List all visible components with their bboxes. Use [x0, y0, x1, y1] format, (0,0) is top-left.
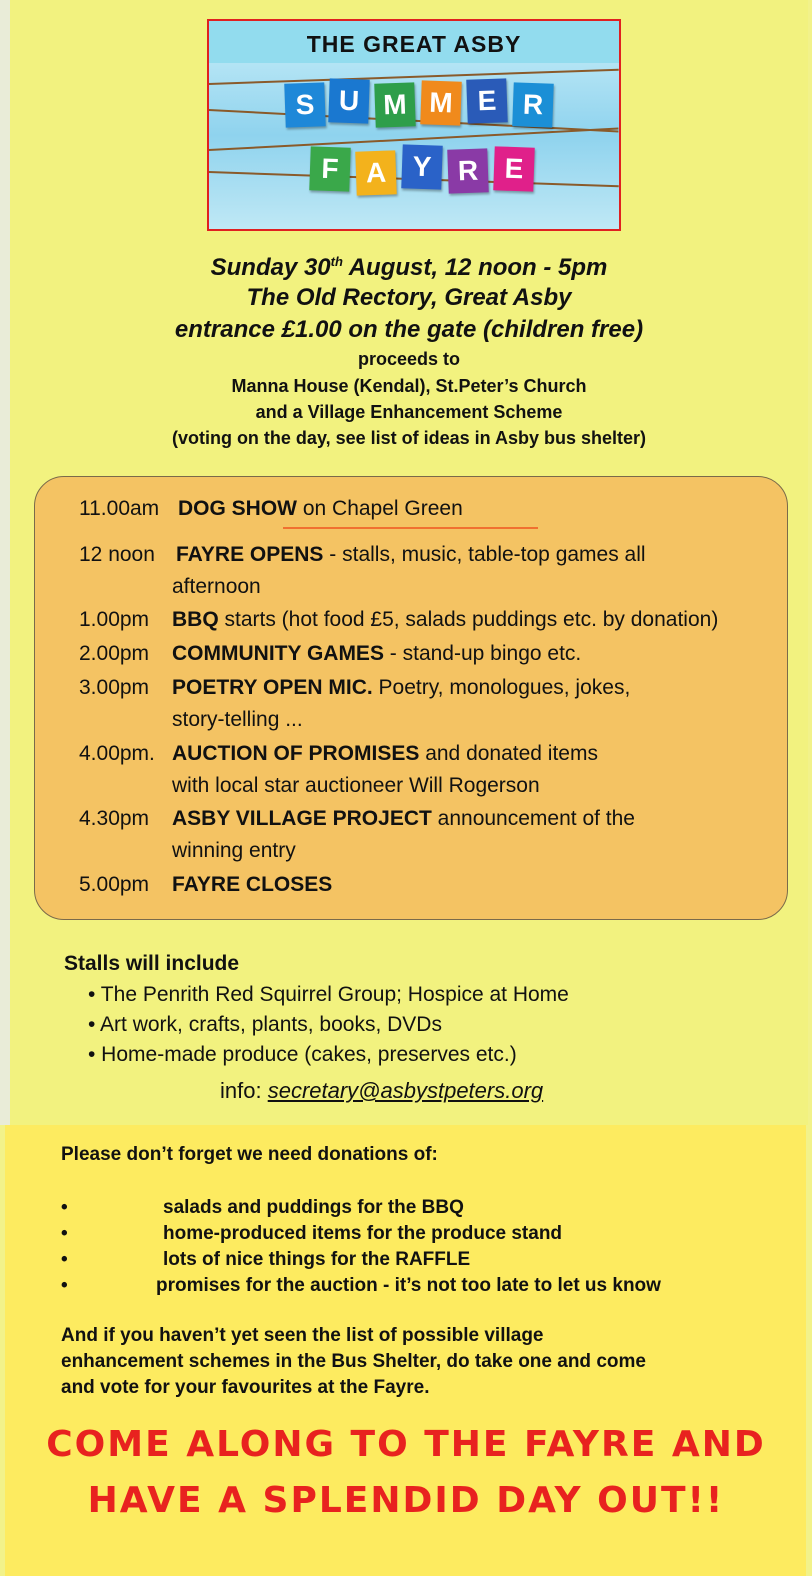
schedule-event: [172, 608, 718, 632]
schedule-event-continued: with local star auctioneer Will Rogerson: [172, 774, 540, 797]
schedule-event-desc: Poetry, monologues, jokes,: [372, 676, 631, 699]
schedule-event-title: BBQ: [172, 608, 219, 631]
proceeds-line-1: Manna House (Kendal), St.Peter’s Church: [231, 376, 587, 396]
schedule-time: 4.00pm.: [79, 742, 155, 765]
schedule-event-title: DOG SHOW: [178, 497, 297, 520]
schedule-event: [172, 873, 332, 897]
summer-letter-tile: U: [328, 78, 370, 123]
summer-letter-tile: M: [420, 80, 462, 125]
schedule-event: [172, 807, 635, 831]
page-edge: [0, 0, 10, 1125]
schedule-event: [172, 642, 581, 666]
date-suffix: th: [330, 254, 343, 269]
vote-paragraph-line: And if you haven’t yet seen the list of possible village: [61, 1325, 544, 1346]
schedule-event-desc: starts (hot food £5, salads puddings etc. by donation): [218, 608, 719, 631]
date-text: Sunday 30: [210, 254, 331, 281]
schedule-event-title: COMMUNITY GAMES: [172, 642, 384, 665]
donations-heading: Please don’t forget we need donations of:: [61, 1144, 438, 1165]
schedule-event-title: FAYRE OPENS: [176, 543, 324, 566]
banner-title: THE GREAT ASBY: [306, 31, 522, 57]
schedule-event-desc: and donated items: [419, 742, 598, 765]
summer-letter-tile: E: [466, 78, 508, 123]
donation-item: home-produced items for the produce stand: [163, 1223, 563, 1244]
fayre-letter-tile: A: [355, 150, 397, 195]
proceeds-line-3: (voting on the day, see list of ideas in Asby bus shelter): [171, 428, 647, 448]
donation-item: lots of nice things for the RAFFLE: [163, 1249, 471, 1270]
summer-letter-tile: R: [512, 82, 554, 127]
schedule-event: [172, 676, 630, 700]
event-venue: The Old Rectory, Great Asby: [246, 284, 572, 311]
proceeds-label: proceeds to: [357, 349, 461, 369]
schedule-event: [178, 497, 463, 521]
stall-item: • The Penrith Red Squirrel Group; Hospice at Home: [88, 983, 569, 1006]
underline-mark: [283, 527, 538, 529]
summer-letter-tile: S: [284, 82, 326, 127]
schedule-event-title: ASBY VILLAGE PROJECT: [172, 807, 432, 830]
call-to-action-line-2: HAVE A SPLENDID DAY OUT!!: [87, 1480, 725, 1521]
fayre-letter-tile: F: [309, 146, 351, 191]
email-link[interactable]: secretary@asbystpeters.org: [267, 1078, 544, 1103]
schedule-event-desc: announcement of the: [431, 807, 635, 830]
donation-item: promises for the auction - it’s not too late to let us know: [156, 1275, 661, 1296]
donation-item: salads and puddings for the BBQ: [163, 1197, 464, 1218]
stalls-heading: Stalls will include: [64, 952, 240, 975]
schedule-time: 3.00pm: [79, 676, 150, 699]
stall-item: • Art work, crafts, plants, books, DVDs: [88, 1013, 442, 1036]
bullet: •: [61, 1275, 68, 1296]
schedule-event-title: AUCTION OF PROMISES: [172, 742, 420, 765]
event-entrance: entrance £1.00 on the gate (children free): [174, 316, 644, 343]
schedule-event: [176, 543, 646, 567]
summer-letter-tile: M: [374, 82, 416, 127]
schedule-time: 4.30pm: [79, 807, 150, 830]
schedule-time: 2.00pm: [79, 642, 150, 665]
schedule-event-title: FAYRE CLOSES: [172, 873, 333, 896]
fayre-letter-tile: R: [447, 148, 489, 193]
info-label: info:: [220, 1078, 268, 1103]
proceeds-line-2: and a Village Enhancement Scheme: [255, 402, 563, 422]
schedule-event-title: POETRY OPEN MIC.: [172, 676, 373, 699]
date-time-text: August, 12 noon - 5pm: [342, 254, 608, 281]
bullet: •: [61, 1223, 68, 1244]
schedule-event-continued: afternoon: [172, 575, 261, 598]
schedule-event: [172, 742, 598, 766]
vote-paragraph-line: and vote for your favourites at the Fayre.: [61, 1377, 430, 1398]
schedule-time: 11.00am: [79, 497, 160, 520]
stall-item: • Home-made produce (cakes, preserves etc.): [88, 1043, 517, 1066]
call-to-action-line-1: COME ALONG TO THE FAYRE AND: [46, 1424, 766, 1465]
schedule-time: 12 noon: [79, 543, 155, 566]
schedule-event-desc: - stand-up bingo etc.: [383, 642, 582, 665]
event-date: [10, 254, 808, 282]
schedule-time: 1.00pm: [79, 608, 150, 631]
schedule-event-continued: story-telling ...: [172, 708, 303, 731]
fayre-letter-tile: E: [493, 146, 535, 191]
bullet: •: [61, 1249, 68, 1270]
bullet: •: [61, 1197, 68, 1218]
fayre-letter-tile: Y: [401, 144, 443, 189]
summer-fayre-banner: [207, 19, 621, 231]
schedule-event-desc: - stalls, music, table-top games all: [323, 543, 646, 566]
schedule-time: 5.00pm: [79, 873, 150, 896]
info-line: [220, 1078, 543, 1104]
schedule-event-desc: on Chapel Green: [297, 497, 463, 520]
vote-paragraph-line: enhancement schemes in the Bus Shelter, do take one and come: [61, 1351, 646, 1372]
schedule-event-continued: winning entry: [172, 839, 296, 862]
